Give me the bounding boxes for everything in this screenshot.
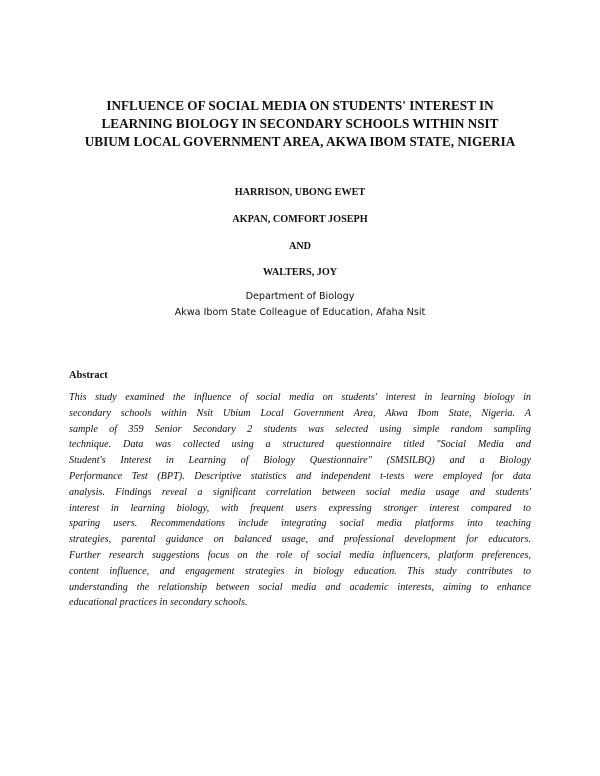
author-conjunction: AND [288, 241, 312, 252]
abstract-line: secondary schools within Nsit Ubium Local Government Area, Akwa Ibom State, Nigeria. A [69, 407, 531, 419]
paper-title [60, 97, 540, 151]
author-walters: WALTERS, JOY [262, 267, 338, 278]
affiliation-institution: Akwa Ibom State Colleague of Education, Afaha Nsit [174, 307, 426, 318]
abstract-line: sample of 359 Senior Secondary 2 students was selected using simple random sampling [69, 423, 531, 435]
abstract-body [69, 390, 531, 611]
abstract-heading: Abstract [69, 370, 108, 381]
affiliation-department: Department of Biology [245, 291, 355, 302]
abstract-line: Student's Interest in Learning of Biology Questionnaire" (SMSILBQ) and a Biology [69, 455, 531, 467]
abstract-line: understanding the relationship between social media and academic interests, aiming to enhance [69, 581, 531, 593]
author-akpan: AKPAN, COMFORT JOSEPH [232, 214, 368, 225]
abstract-line: Performance Test (BPT). Descriptive statistics and independent t-tests were employed for data [69, 470, 531, 482]
abstract-line: analysis. Findings reveal a significant correlation between social media usage and students' [69, 486, 531, 498]
title-line: LEARNING BIOLOGY IN SECONDARY SCHOOLS WITHIN NSIT [101, 116, 499, 131]
title-line: INFLUENCE OF SOCIAL MEDIA ON STUDENTS' INTEREST IN [106, 98, 494, 113]
abstract-line: Further research suggestions focus on the role of social media influencers, platform preferences, [69, 549, 531, 561]
abstract-line: technique. Data was collected using a structured questionnaire titled "Social Media and [69, 439, 531, 451]
abstract-line: This study examined the influence of social media on students' interest in learning biology in [69, 392, 531, 403]
abstract-line: content influence, and engagement strategies in biology education. This study contributes to [69, 565, 531, 577]
abstract-line: sparing users. Recommendations include integrating social media platforms into teaching [69, 518, 531, 530]
author-harrison: HARRISON, UBONG EWET [234, 187, 366, 198]
abstract-line: interest in learning biology, with frequent users expressing stronger interest compared to [69, 502, 531, 514]
abstract-line: strategies, parental guidance on balanced usage, and professional development for educators. [69, 534, 531, 546]
abstract-line: educational practices in secondary schools. [69, 597, 248, 609]
title-line: UBIUM LOCAL GOVERNMENT AREA, AKWA IBOM STATE, NIGERIA [84, 134, 516, 149]
